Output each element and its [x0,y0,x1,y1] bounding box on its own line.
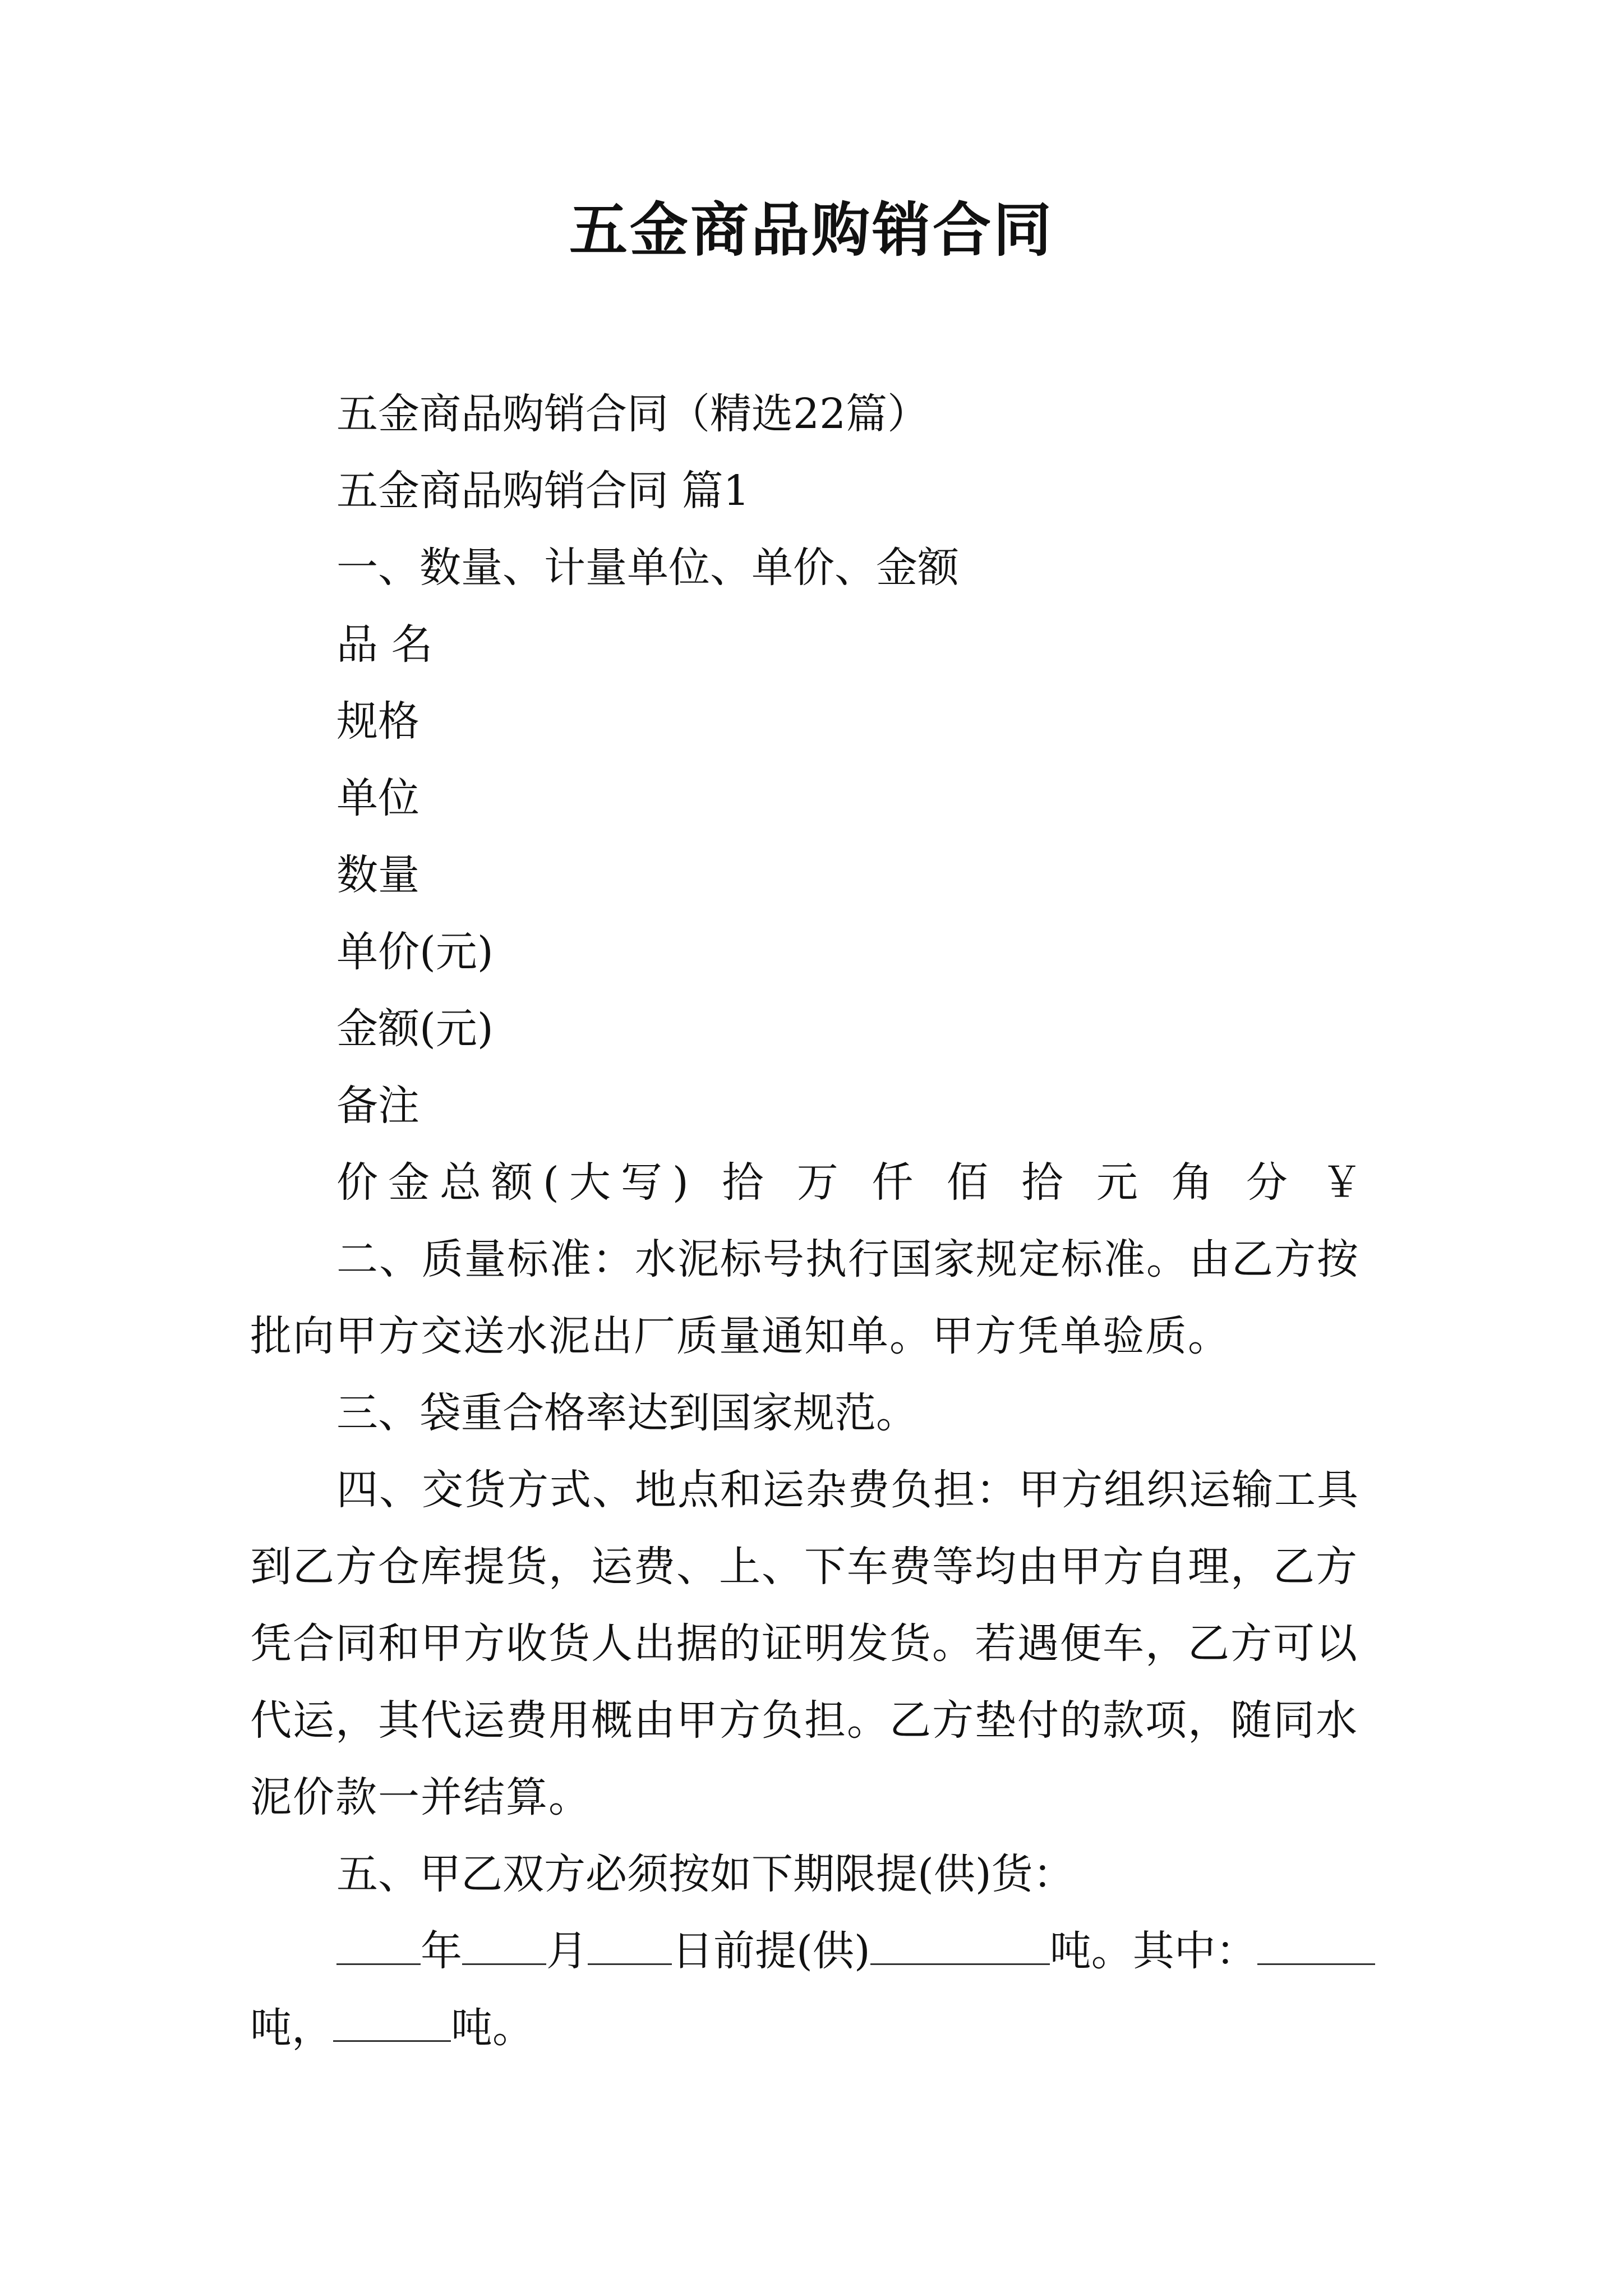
schedule-line-2 [250,1990,1383,2067]
item-spec-label: 规格 [336,697,419,746]
year-label: 年 [421,1927,462,1975]
item-name-label: 品 名 [336,620,433,669]
ton-text: 吨。其中： [1049,1927,1257,1975]
item-price-label: 单价(元) [336,928,494,976]
section-3-paragraph: 三、袋重合格率达到国家规范。 [336,1389,917,1437]
item-note-label: 备注 [336,1082,419,1130]
ton-part-blank-2 [333,2004,451,2042]
item-qty-label: 数量 [336,851,419,899]
chapter-heading: 五金商品购销合同 篇1 [336,467,750,515]
month-blank [462,1927,546,1965]
schedule-line [250,1913,1383,1990]
year-blank [336,1927,421,1965]
section-2-paragraph: 二、质量标准：水泥标号执行国家规定标准。由乙方按批向甲方交送水泥出厂质量通知单。甲方凭单验质。 [250,1235,1359,1360]
section-5-heading: 五、甲乙双方必须按如下期限提(供)货： [336,1850,1075,1898]
subtitle-line: 五金商品购销合同（精选22篇） [336,390,929,438]
ton-total-blank [870,1927,1050,1965]
document-body [250,376,1383,2067]
ton-end: 吨。 [451,2004,534,2052]
month-label: 月 [546,1927,588,1975]
document-title: 五金商品购销合同 [569,195,1054,264]
section-1-heading: 一、数量、计量单位、单价、金额 [336,544,959,592]
item-amount-label: 金额(元) [336,1005,494,1053]
ton-separator: 吨， [250,2004,333,2052]
ton-part-blank-1 [1257,1927,1375,1965]
day-text: 日前提(供) [672,1927,870,1975]
section-4-paragraph: 四、交货方式、地点和运杂费负担：甲方组织运输工具到乙方仓库提货，运费、上、下车费等均由甲方自理，乙方凭合同和甲方收货人出据的证明发货。若遇便车，乙方可以代运，其代运费用概由甲方负担。乙方垫付的款项，随同水泥价款一并结算。 [250,1466,1359,1821]
item-unit-label: 单位 [336,774,419,822]
total-amount-line: 价金总额(大写) 拾 万 仟 佰 拾 元 角 分 ￥ [336,1158,1373,1207]
day-blank [588,1927,672,1965]
